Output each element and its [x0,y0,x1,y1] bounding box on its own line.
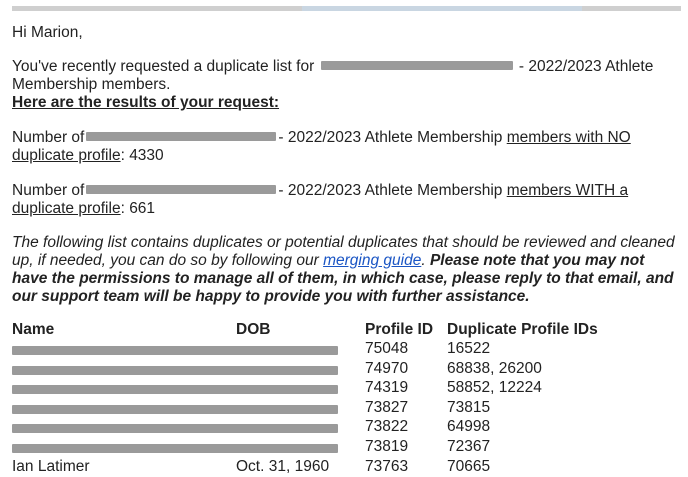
cell-name [12,399,236,419]
cell-name [12,360,236,380]
redacted-name-dob [12,405,338,414]
cell-name: Ian Latimer [12,457,90,475]
cell-duplicate-ids: 72367 [447,437,491,455]
merging-guide-link[interactable]: merging guide [323,252,422,269]
cell-profile-id: 73822 [365,418,409,436]
cell-duplicate-ids: 58852, 12224 [447,379,542,397]
no-duplicate-link[interactable]: members with NO duplicate profile [12,129,631,164]
table-row [12,399,680,419]
table-row [12,340,680,360]
cell-profile-id: 74319 [365,379,409,397]
with-duplicate-number: : 661 [120,200,156,217]
cell-name [12,418,236,438]
table-row [12,360,680,380]
header-duplicate-ids: Duplicate Profile IDs [447,321,598,338]
header-name: Name [12,321,55,338]
header-dob: DOB [236,321,271,338]
duplicate-table [12,320,680,477]
redacted-name-dob [12,346,338,355]
table-row [12,379,680,399]
cell-duplicate-ids: 68838, 26200 [447,359,542,377]
greeting: Hi Marion, [12,24,83,41]
redacted-name-dob [12,444,338,453]
no-duplicate-count: Number of - 2022/2023 Athlete Membership members with NO duplicate profile: 4330 [12,129,631,164]
redacted-name-dob [12,385,338,394]
redacted-org-name [86,132,276,141]
with-duplicate-link[interactable]: members WITH a duplicate profile [12,182,629,217]
review-note: The following list contains duplicates or potential duplicates that should be reviewed and cleaned up, if needed, you can do so by following our merging guide. Please note that you may not have the permissions to manage all of them, in which case, please reply to that email, and our support team will be happy to provide you with further assistance. [12,234,675,305]
redacted-name-dob [12,366,338,375]
cell-dob: Oct. 31, 1960 [236,457,330,475]
redacted-name-dob [12,424,338,433]
table-row [12,438,680,458]
table-row [12,418,680,438]
cell-name [12,379,236,399]
cell-profile-id: 73763 [365,457,409,475]
cell-profile-id: 73819 [365,437,409,455]
table-header-row [12,320,680,340]
header-profile-id: Profile ID [365,321,434,338]
with-duplicate-count: Number of - 2022/2023 Athlete Membership members WITH a duplicate profile: 661 [12,182,629,217]
table-row [12,458,680,477]
cell-duplicate-ids: 16522 [447,340,491,357]
cell-duplicate-ids: 64998 [447,418,491,436]
redacted-org-name [321,61,513,70]
permissions-note: Please note that you may not have the permissions to manage all of them, in which case, please reply to that email, and our support team will be happy to provide you with further assistance. [12,252,674,305]
cell-duplicate-ids: 73815 [447,398,491,416]
banner-image [302,6,582,11]
cell-profile-id: 74970 [365,359,409,377]
results-heading: Here are the results of your request: [12,94,280,111]
redacted-org-name [86,185,276,194]
cell-name [12,438,236,458]
header-banner [12,6,681,11]
cell-profile-id: 75048 [365,340,409,357]
intro-paragraph: You've recently requested a duplicate list for - 2022/2023 Athlete Membership members. [12,58,654,93]
cell-duplicate-ids: 70665 [447,457,491,475]
cell-profile-id: 73827 [365,398,409,416]
no-duplicate-number: : 4330 [120,147,164,164]
cell-name [12,340,236,360]
